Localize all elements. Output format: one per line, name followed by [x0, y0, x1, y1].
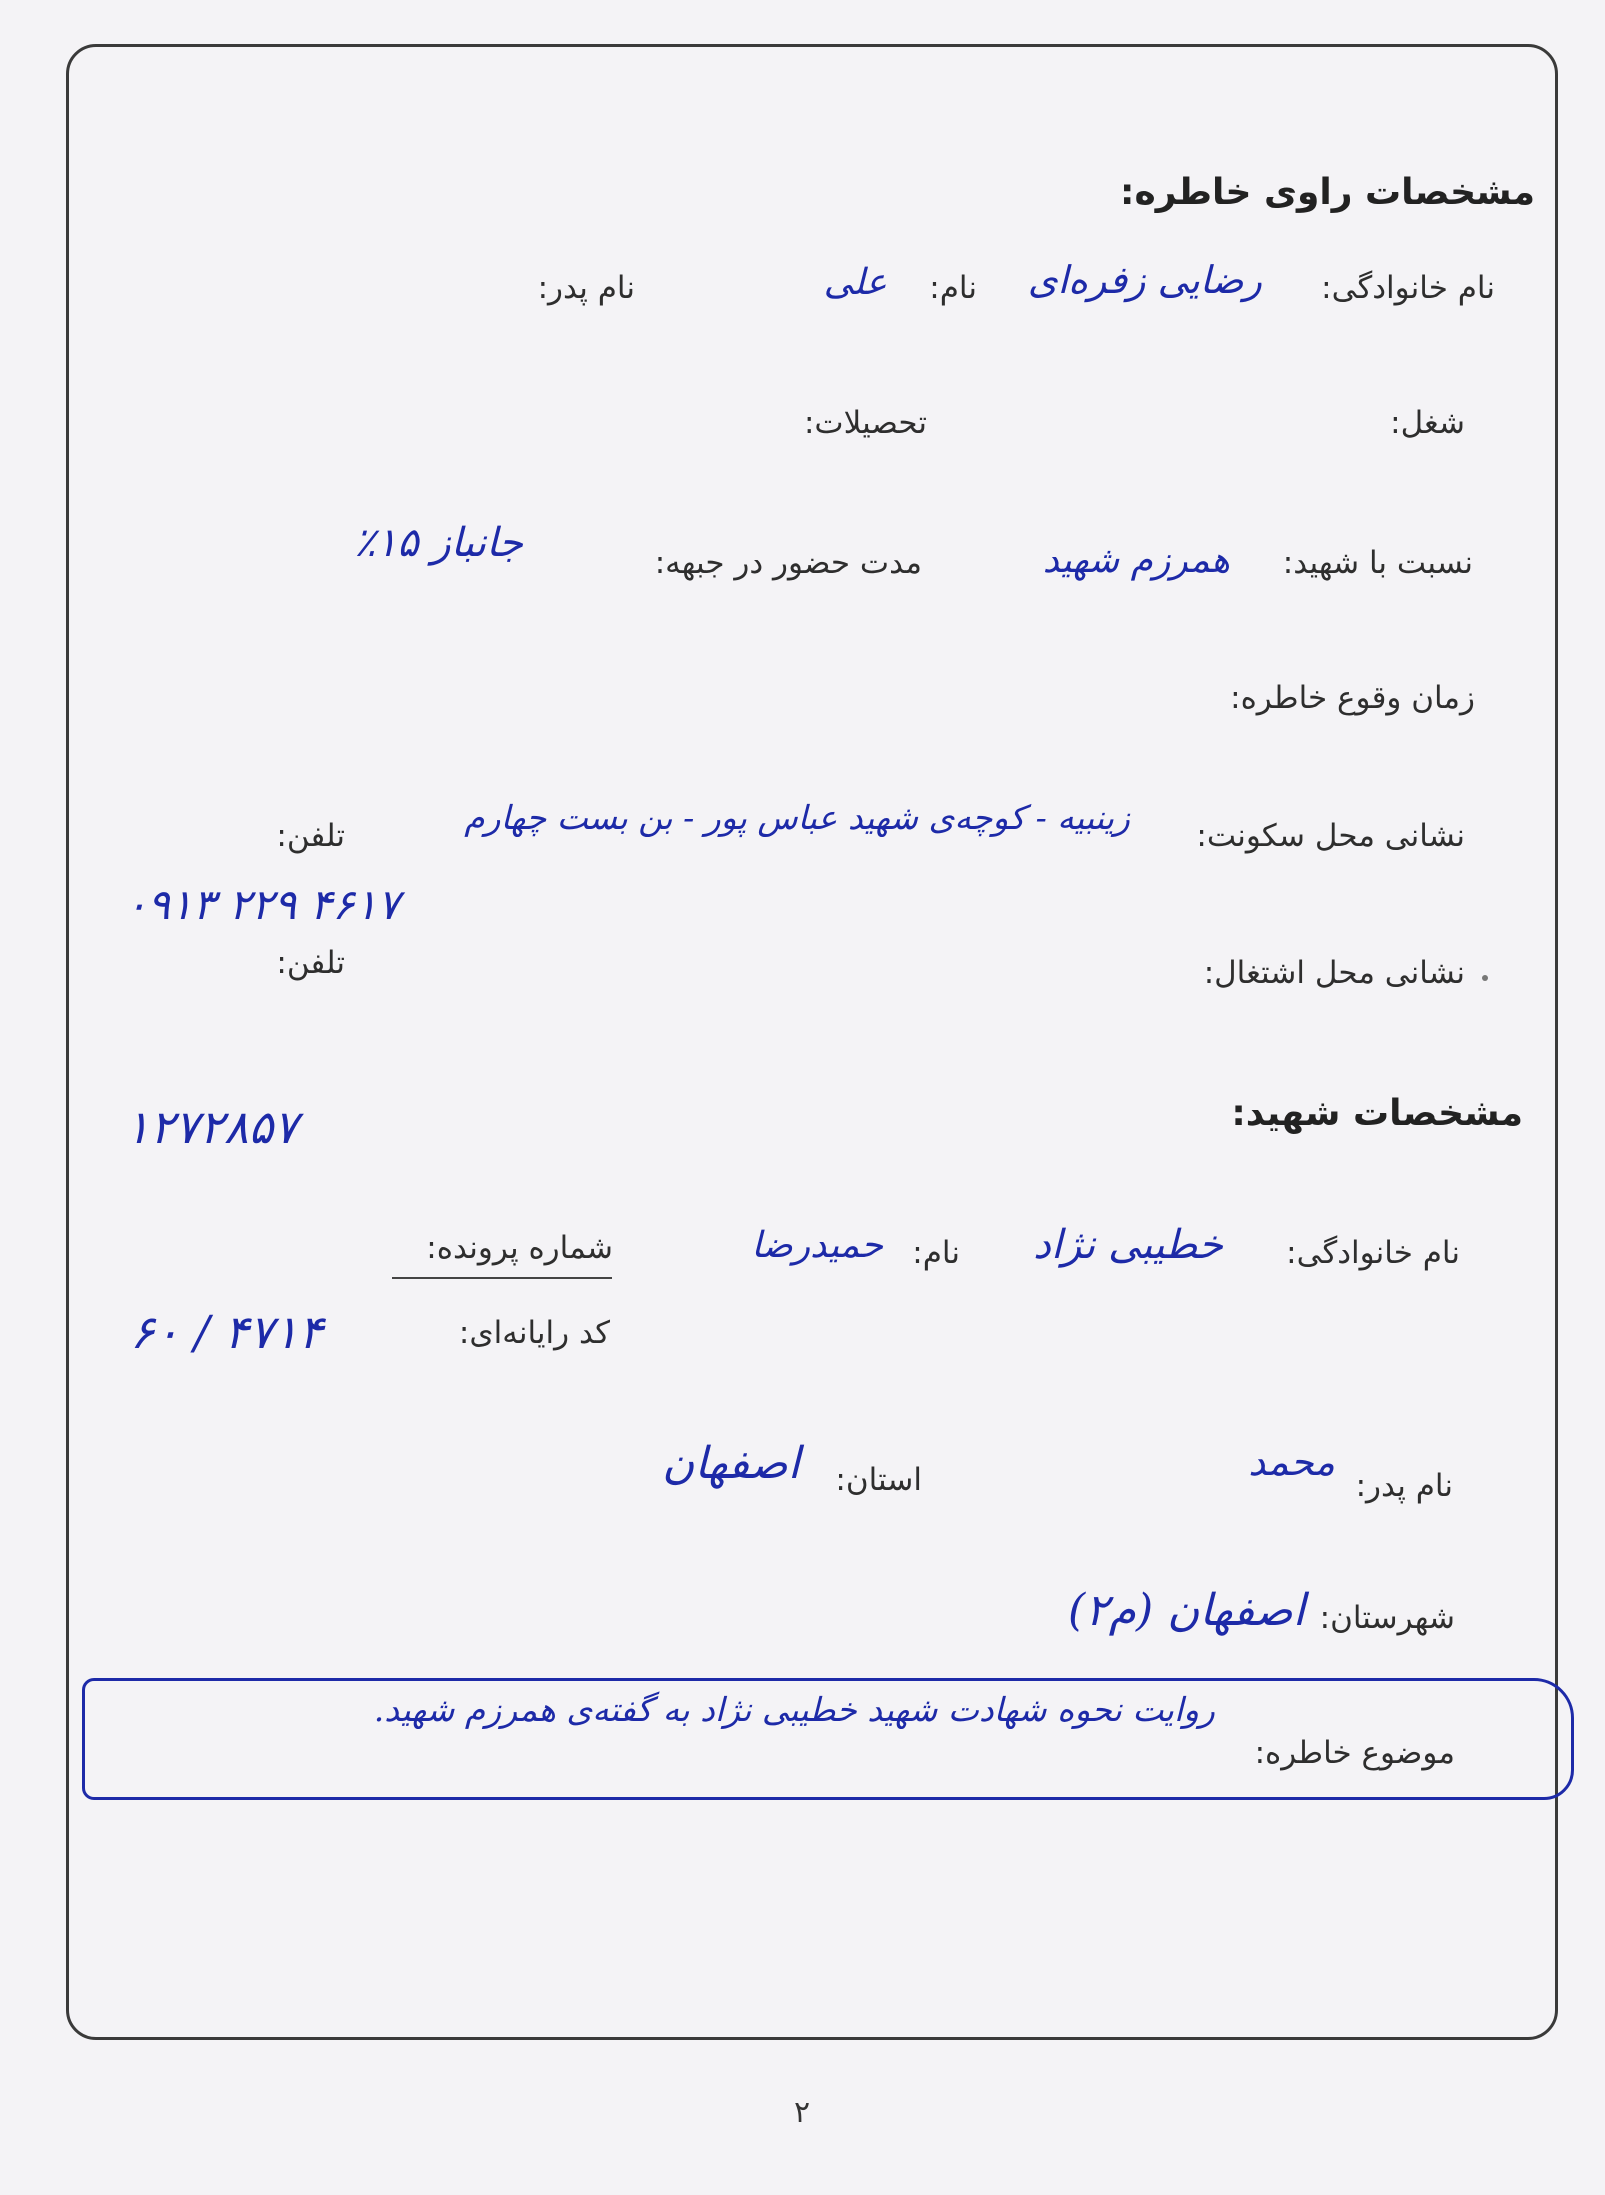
relation-label: نسبت با شهید: — [1282, 545, 1473, 581]
front-duration-value: جانباز ۱۵٪ — [354, 520, 523, 566]
relation-value: همرزم شهید — [1042, 540, 1230, 581]
work-address-label: نشانی محل اشتغال: — [1203, 955, 1465, 991]
narrator-first-name-label: نام: — [929, 270, 977, 306]
file-number-label: شماره پرونده: — [426, 1230, 613, 1266]
martyr-first-name-label: نام: — [912, 1235, 960, 1271]
city-label: شهرستان: — [1319, 1600, 1455, 1636]
home-address-value: زینبیه - کوچه‌ی شهید عباس پور - بن بست چهارم — [464, 798, 1130, 837]
martyr-family-name-value: خطیبی نژاد — [1033, 1222, 1223, 1268]
file-number-underline — [392, 1277, 612, 1279]
home-address-label: نشانی محل سکونت: — [1196, 818, 1465, 854]
narrator-father-name-label: نام پدر: — [537, 270, 635, 306]
front-duration-label: مدت حضور در جبهه: — [654, 545, 922, 581]
province-value: اصفهان — [662, 1438, 800, 1489]
education-label: تحصیلات: — [803, 405, 927, 441]
narrator-heading: مشخصات راوی خاطره: — [1120, 172, 1535, 213]
subject-label: موضوع خاطره: — [1254, 1735, 1455, 1771]
home-phone-value: ۰۹۱۳ ۲۲۹ ۴۶۱۷ — [125, 880, 400, 929]
martyr-file-code-value: ۱۲۷۲۸۵۷ — [125, 1100, 298, 1154]
martyr-father-name-label: نام پدر: — [1355, 1468, 1453, 1504]
event-time-label: زمان وقوع خاطره: — [1230, 680, 1475, 716]
narrator-family-name-label: نام خانوادگی: — [1321, 270, 1495, 306]
martyr-family-name-label: نام خانوادگی: — [1286, 1235, 1460, 1271]
occupation-label: شغل: — [1390, 405, 1465, 441]
computer-code-label: کد رایانه‌ای: — [458, 1315, 610, 1351]
home-phone-label: تلفن: — [276, 818, 345, 854]
city-value: اصفهان (م۲) — [1067, 1585, 1305, 1636]
computer-code-value: ۶۰ / ۴۷۱۴ — [130, 1305, 323, 1359]
martyr-father-name-value: محمد — [1248, 1440, 1335, 1484]
martyr-first-name-value: حمیدرضا — [751, 1225, 883, 1266]
bullet-marker — [1482, 975, 1488, 981]
martyr-heading: مشخصات شهید: — [1231, 1093, 1523, 1134]
subject-value: روایت نحوه شهادت شهید خطیبی نژاد به گفته‌ی همرزم شهید. — [373, 1690, 1215, 1729]
work-phone-label: تلفن: — [276, 945, 345, 981]
province-label: استان: — [835, 1462, 922, 1498]
narrator-family-name-value: رضایی زفره‌ای — [1027, 258, 1262, 302]
narrator-first-name-value: علی — [823, 262, 887, 303]
page-number: ۲ — [794, 2095, 811, 2130]
